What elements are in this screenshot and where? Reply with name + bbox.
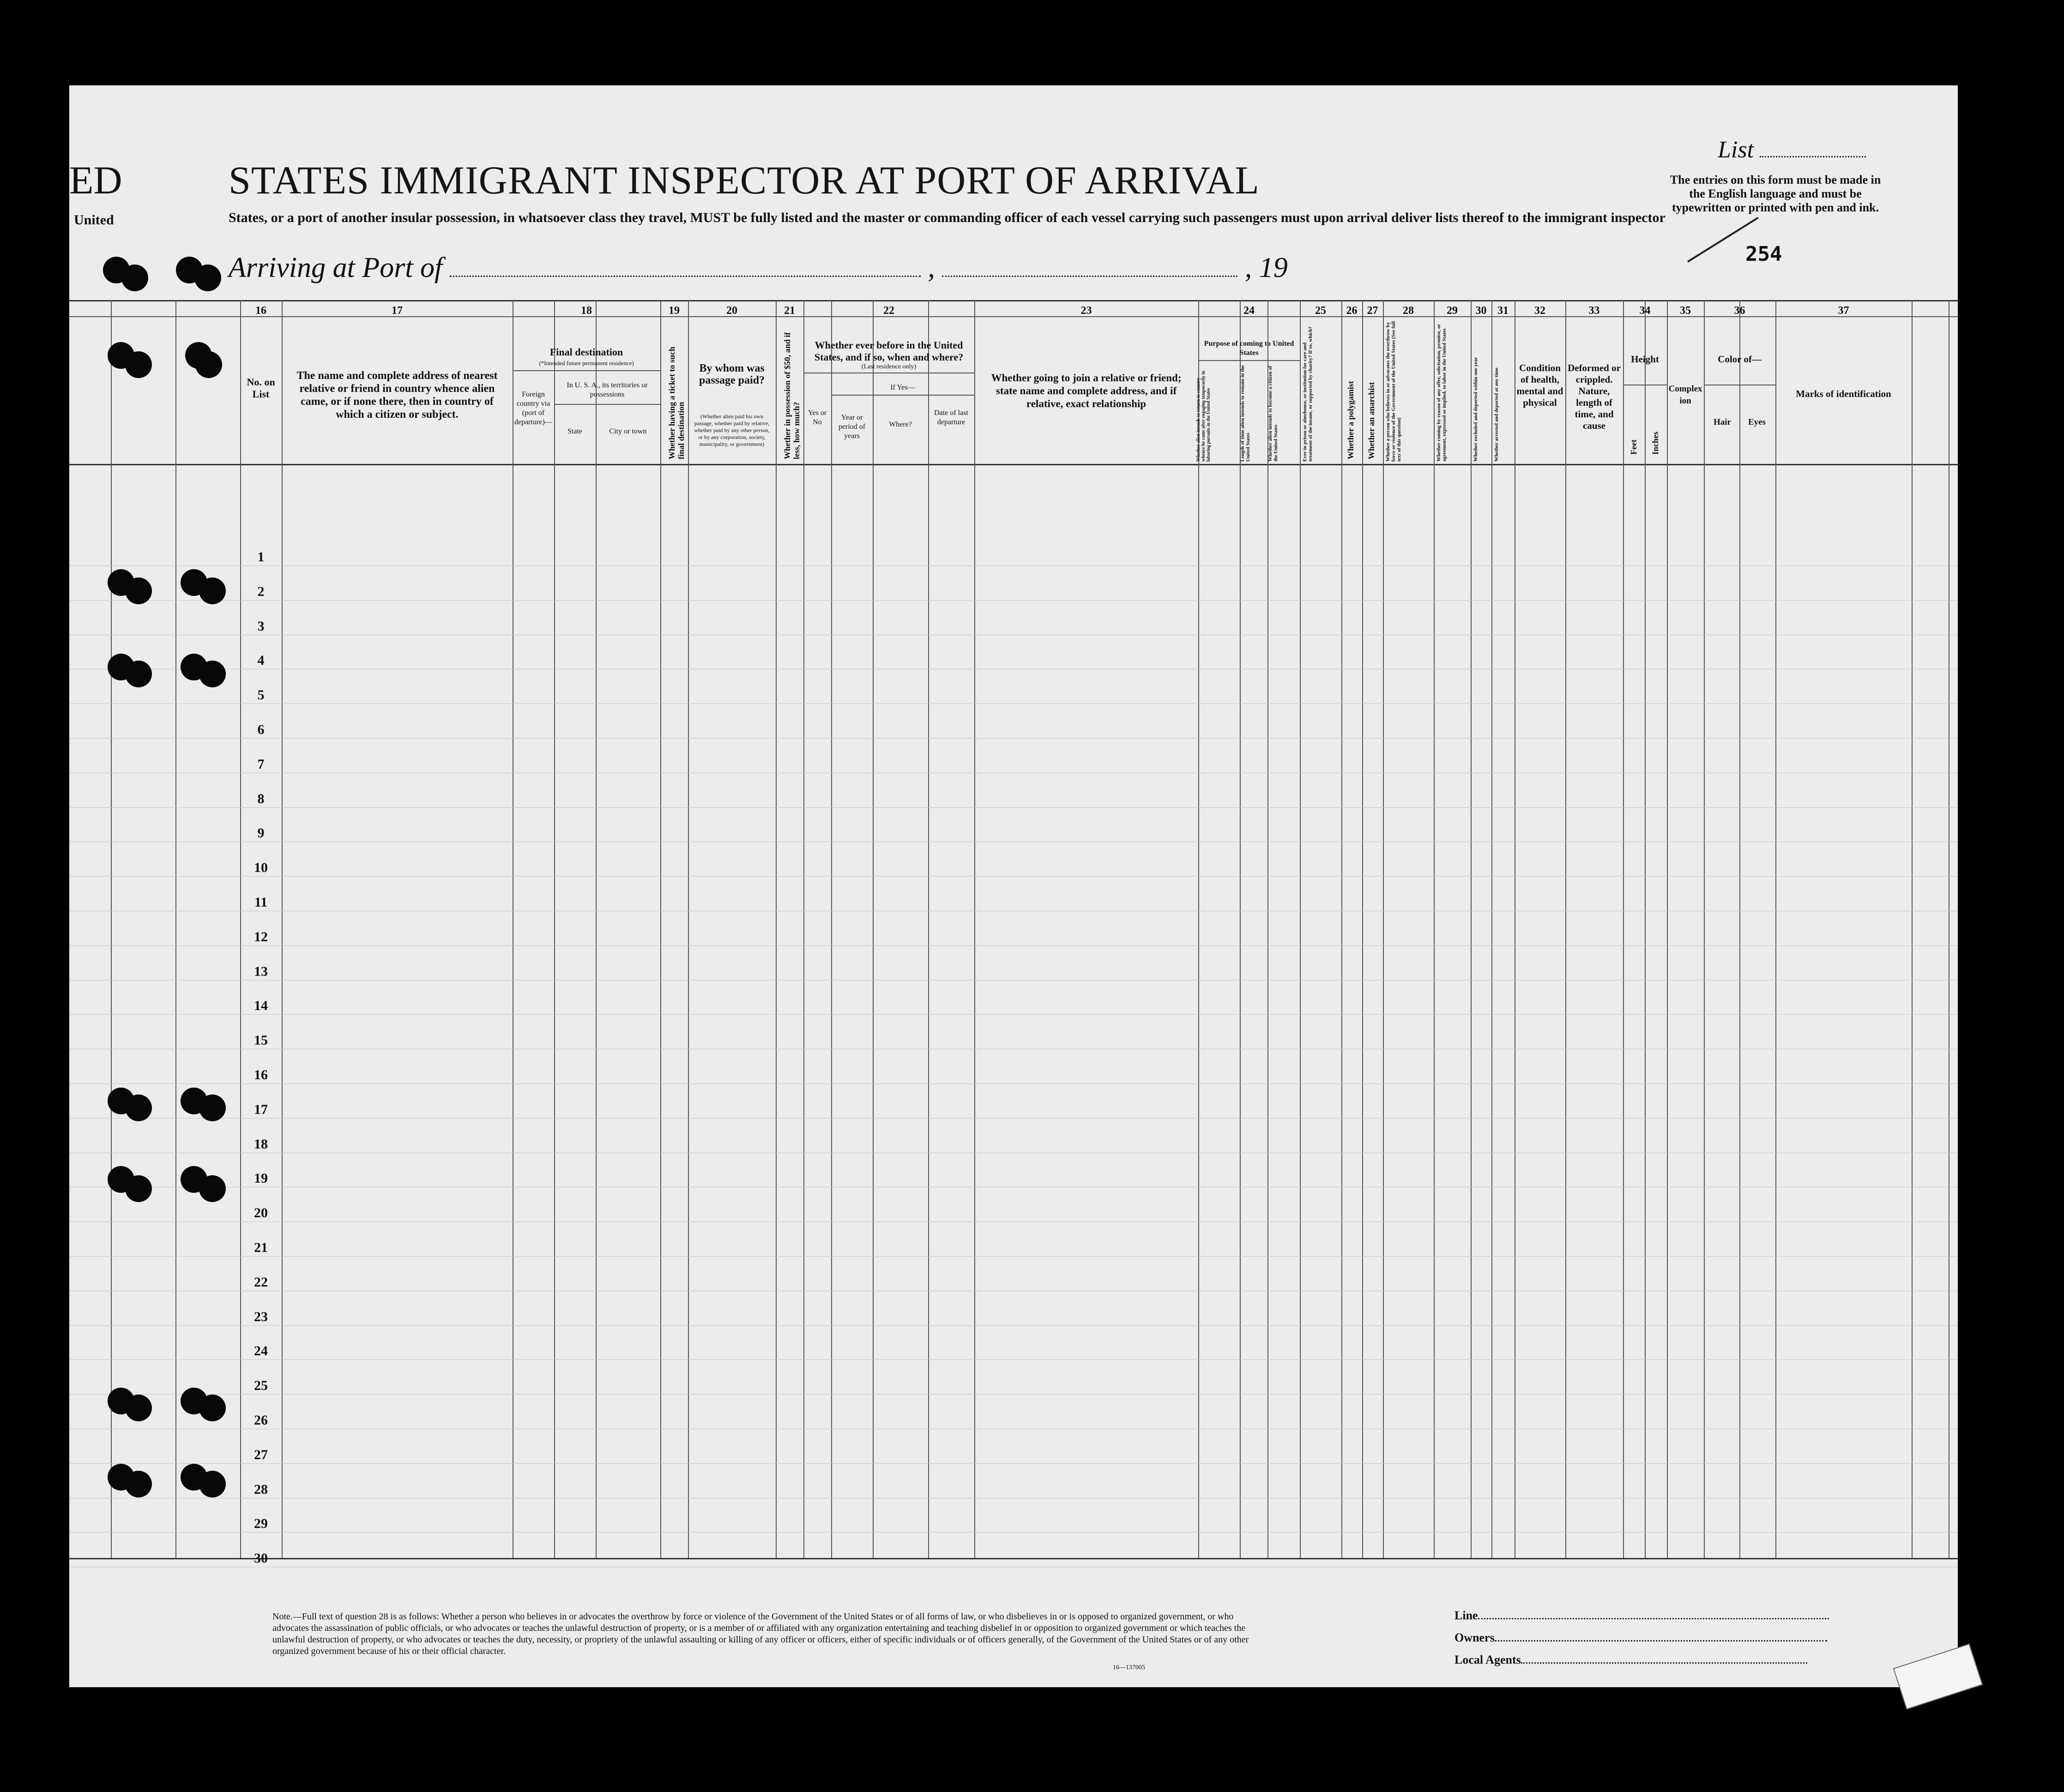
colnum-22: 22	[883, 305, 894, 317]
column-rule	[1240, 300, 1241, 1558]
title-fragment: ED	[69, 158, 122, 202]
row-number: 30	[254, 1551, 268, 1566]
row-number: 8	[257, 791, 265, 806]
form-title: STATES IMMIGRANT INSPECTOR AT PORT OF ARRIVAL	[229, 158, 1260, 202]
colnum-29: 29	[1447, 305, 1458, 317]
binding-hole	[125, 661, 152, 687]
column-rule	[831, 300, 832, 1558]
stamp-number: 254	[1745, 242, 1782, 266]
column-rule	[596, 300, 597, 1558]
row-number: 9	[257, 825, 265, 841]
column-rule	[660, 300, 661, 1558]
form-subtitle: States, or a port of another insular possession, in whatsoever class they travel, MUST be fully listed and the master or commanding officer of each vessel carrying such passengers must upon arrival deliver lists thereof to the immigrant inspector	[229, 210, 1666, 225]
hdr-passage-paid: By whom was passage paid?	[699, 362, 765, 386]
row-number: 17	[254, 1101, 268, 1117]
column-rule	[1434, 300, 1435, 1558]
row-number: 21	[254, 1240, 268, 1255]
row-number: 16	[254, 1067, 268, 1082]
hdr-purpose: Purpose of coming to United States	[1204, 340, 1294, 357]
colnum-31: 31	[1497, 305, 1509, 317]
column-rule	[1491, 300, 1492, 1558]
row-number: 10	[254, 860, 268, 876]
colnum-37: 37	[1838, 305, 1849, 317]
row-number: 2	[257, 583, 265, 599]
column-rule	[554, 300, 555, 1558]
hdr-date-last-departure: Date of last departure	[934, 409, 968, 426]
hdr-inches: Inches	[1651, 431, 1660, 455]
hdr-hair: Hair	[1714, 417, 1731, 427]
hdr-passage-paid-note: (Whether alien paid his own passage, whether paid by relative, whether paid by any other person, or by any corporation, society, municipality, or government)	[694, 413, 770, 447]
hdr-final-destination: Final destination	[549, 346, 623, 358]
hdr-in-usa: In U. S. A., its territories or possessions	[567, 381, 648, 398]
column-rule	[111, 300, 112, 1558]
colnum-32: 32	[1534, 305, 1545, 317]
row-rule	[69, 945, 1958, 946]
hdr-color-of: Color of—	[1718, 354, 1762, 365]
row-number: 22	[254, 1274, 268, 1290]
colnum-30: 30	[1475, 305, 1487, 317]
title-fragment-sub: United	[74, 212, 114, 228]
colnum-35: 35	[1680, 305, 1691, 317]
hdr-city-or-town: City or town	[609, 427, 647, 435]
hdr-feet: Feet	[1629, 439, 1638, 455]
row-number: 23	[254, 1309, 268, 1324]
row-number: 25	[254, 1378, 268, 1394]
column-rule	[1267, 300, 1268, 1558]
hdr-height: Height	[1631, 354, 1659, 365]
arriving-label: Arriving at Port of	[229, 252, 443, 283]
folded-corner	[1893, 1643, 1983, 1709]
footer-note: Note.—Full text of question 28 is as follows: Whether a person who believes in or advocates the overthrow by force or violence of the Government of the United States or of all forms of law, or who disbelieves in or is opposed to organized government, or who advocates the assassination of public officials, or who advocates or teaches the unlawful destruction of property, or is a member of or affiliated with any organization entertaining and teaching disbelief in or opposition to organized government or which teaches the unlawful destruction of property, or who advocates or teaches the duty, necessity, or propriety of the unlawful assaulting or killing of any officer or officers, either of specific individuals or of officers generally, of the Government of the United States or of any other organized government because of his or their official character.	[272, 1612, 1249, 1656]
hdr-no-on-list: No. on List	[247, 376, 275, 400]
binding-hole	[199, 1471, 226, 1497]
binding-hole	[125, 1471, 152, 1497]
column-rule	[1667, 300, 1668, 1558]
colnum-34: 34	[1639, 305, 1651, 317]
binding-hole	[125, 1094, 152, 1121]
row-number: 28	[254, 1481, 268, 1497]
row-number: 6	[257, 722, 265, 737]
hdr-overthrow: Whether a person who believes in or advocates the overthrow by force or violence of the Government of the United States (See full text of this question)	[1385, 321, 1402, 462]
hdr22-rule2	[831, 395, 974, 396]
date-field	[942, 271, 1237, 277]
hdr-complexion: Complexion	[1668, 384, 1702, 406]
year-prefix: 19	[1259, 252, 1288, 283]
hdr-purpose-citizen: Whether alien intends to become a citizen of the United States	[1267, 366, 1279, 462]
row-rule	[69, 600, 1958, 601]
form-code: 16—137005	[1113, 1664, 1145, 1671]
binding-hole	[195, 351, 222, 378]
colnum-28: 28	[1403, 305, 1414, 317]
row-rule	[69, 1083, 1958, 1084]
binding-hole	[125, 1175, 152, 1202]
colnum-18: 18	[581, 305, 592, 317]
column-rule	[1362, 300, 1363, 1558]
row-number: 29	[254, 1516, 268, 1532]
binding-hole	[125, 351, 152, 378]
hdr-before-in-us: Whether ever before in the United States, and if so, when and where?	[814, 339, 964, 363]
hdr18-rule	[513, 370, 660, 371]
hdr-fifty-dollars: Whether in possession of $50, and if less, how much?	[783, 332, 801, 459]
header-bottom-rule	[69, 464, 1958, 465]
list-field	[1760, 151, 1866, 157]
row-rule	[69, 1256, 1958, 1257]
colnum-19: 19	[669, 305, 680, 317]
hdr-if-yes: If Yes—	[890, 384, 915, 391]
column-rule	[1704, 300, 1705, 1558]
hdr-ticket: Whether having a ticket to such final destination	[667, 346, 686, 459]
hdr-purpose-length: Length of time alien intends to remain in the United States	[1240, 365, 1251, 462]
colnum-25: 25	[1315, 305, 1326, 317]
row-number: 13	[254, 963, 268, 979]
column-rule	[1623, 300, 1624, 1558]
row-rule	[69, 1532, 1958, 1533]
column-rule	[1775, 300, 1776, 1558]
row-rule	[69, 876, 1958, 877]
list-label-line	[1718, 136, 1866, 163]
row-number: 18	[254, 1136, 268, 1152]
hdr-foreign-country: Foreign country via (port of departure)—	[514, 391, 552, 426]
hdr-state: State	[567, 427, 582, 435]
hdr-final-destination-note: (*Intended future permanent residence)	[539, 360, 634, 367]
hdr-prison: Ever in prison or almshouse, or institution for care and treatment of the insane, or supported by charity? If so, which?	[1302, 326, 1313, 462]
column-rule	[1300, 300, 1301, 1558]
column-rule	[803, 300, 804, 1558]
binding-hole	[194, 265, 221, 291]
row-number: 12	[254, 929, 268, 944]
column-rule	[1912, 300, 1913, 1558]
hdr-deformed: Deformed or crippled. Nature, length of time, and cause	[1568, 362, 1621, 431]
row-rule	[69, 1014, 1958, 1015]
row-number: 20	[254, 1205, 268, 1221]
port-field	[450, 271, 921, 277]
owners-field	[1454, 1631, 1827, 1645]
row-rule	[69, 738, 1958, 739]
binding-hole	[199, 1175, 226, 1202]
colnum-17: 17	[392, 305, 403, 317]
hdr-offer-labor: Whether coming by reason of any offer, solicitation, promise, or agreement, expressed or implied, to labor in the United States	[1436, 324, 1447, 462]
hdr-join-relative: Whether going to join a relative or friend; state name and complete address, and if relative, exact relationship	[991, 372, 1182, 409]
agents-field	[1454, 1653, 1807, 1667]
row-number: 5	[257, 687, 265, 703]
column-rule	[1739, 300, 1740, 1558]
binding-hole	[199, 1094, 226, 1121]
hdr18-rule2	[554, 404, 660, 405]
hdr-eyes: Eyes	[1748, 417, 1766, 427]
row-number: 15	[254, 1033, 268, 1048]
binding-hole	[199, 661, 226, 687]
column-rule	[1383, 300, 1384, 1558]
column-rule	[1645, 300, 1646, 1558]
colnum-23: 23	[1080, 305, 1092, 317]
arriving-port-line: Arriving at Port of , , 19	[229, 252, 1288, 283]
row-number: 27	[254, 1447, 268, 1462]
row-number: 3	[257, 618, 265, 634]
hdr-marks-identification: Marks of identification	[1796, 388, 1891, 399]
line-label: Line	[1454, 1609, 1478, 1622]
hdr24-rule	[1198, 360, 1300, 361]
hdr-excluded: Whether excluded and deported within one year	[1473, 357, 1479, 462]
colnum-27: 27	[1367, 305, 1378, 317]
column-rule	[974, 300, 975, 1558]
column-rule	[1471, 300, 1472, 1558]
hdr-yes-or-no: Yes or No	[808, 409, 827, 426]
list-label: List	[1718, 137, 1754, 163]
colnum-21: 21	[784, 305, 795, 317]
row-rule	[69, 565, 1958, 566]
binding-hole	[121, 265, 148, 291]
column-rule	[175, 300, 176, 1558]
colnum-36: 36	[1734, 305, 1745, 317]
row-rule	[69, 1463, 1958, 1464]
hdr-anarchist: Whether an anarchist	[1367, 382, 1376, 459]
row-number: 1	[257, 549, 265, 565]
row-number: 7	[257, 756, 265, 772]
column-rule	[688, 300, 689, 1558]
binding-hole	[125, 577, 152, 604]
column-rule	[873, 300, 874, 1558]
owners-label: Owners	[1454, 1631, 1495, 1644]
hdr-purpose-return: Whether alien intends to return to country whence he came after engaging temporarily in laboring pursuits in the United States	[1196, 371, 1211, 462]
binding-hole	[199, 1395, 226, 1421]
binding-hole	[199, 577, 226, 604]
row-number: 14	[254, 998, 268, 1014]
colnum-16: 16	[255, 305, 266, 317]
agents-label: Local Agents	[1454, 1653, 1521, 1666]
instructions-text: The entries on this form must be made in the English language and must be typewritten or printed with pen and ink.	[1670, 173, 1881, 214]
hdr-polygamist: Whether a polygamist	[1346, 381, 1355, 459]
hdr-before-in-us-note: (Last residence only)	[861, 363, 917, 370]
column-rule	[776, 300, 777, 1558]
row-number: 4	[257, 653, 265, 668]
row-number: 19	[254, 1171, 268, 1186]
colnum-24: 24	[1243, 305, 1255, 317]
colnum-26: 26	[1346, 305, 1358, 317]
column-rule	[282, 300, 283, 1558]
line-field	[1454, 1609, 1829, 1623]
column-rule	[1565, 300, 1566, 1558]
table-top-rule	[69, 300, 1958, 301]
colnum-33: 33	[1588, 305, 1600, 317]
row-number: 11	[254, 895, 268, 910]
row-rule	[69, 1394, 1958, 1395]
colnum-20: 20	[726, 305, 737, 317]
column-rule	[928, 300, 929, 1558]
row-rule	[69, 1325, 1958, 1326]
row-rule	[69, 807, 1958, 808]
hdr-arrested: Whether arrested and deported at any time	[1494, 367, 1499, 462]
column-rule	[1198, 300, 1199, 1558]
binding-hole	[125, 1395, 152, 1421]
row-number: 24	[254, 1343, 268, 1359]
hdr-year-or-period: Year or period of years	[838, 414, 866, 440]
row-rule	[69, 1221, 1958, 1222]
hdr-nearest-relative: The name and complete address of nearest relative or friend in country whence alien came, or if none there, then in country of which a citizen or subject.	[296, 370, 498, 421]
hdr-condition-health: Condition of health, mental and physical	[1516, 362, 1563, 408]
hdr-where: Where?	[889, 421, 912, 428]
row-rule	[69, 1359, 1958, 1360]
manifest-sheet	[69, 85, 1958, 1687]
table-bottom-rule	[69, 1558, 1958, 1559]
column-rule	[1341, 300, 1342, 1558]
row-number: 26	[254, 1413, 268, 1428]
